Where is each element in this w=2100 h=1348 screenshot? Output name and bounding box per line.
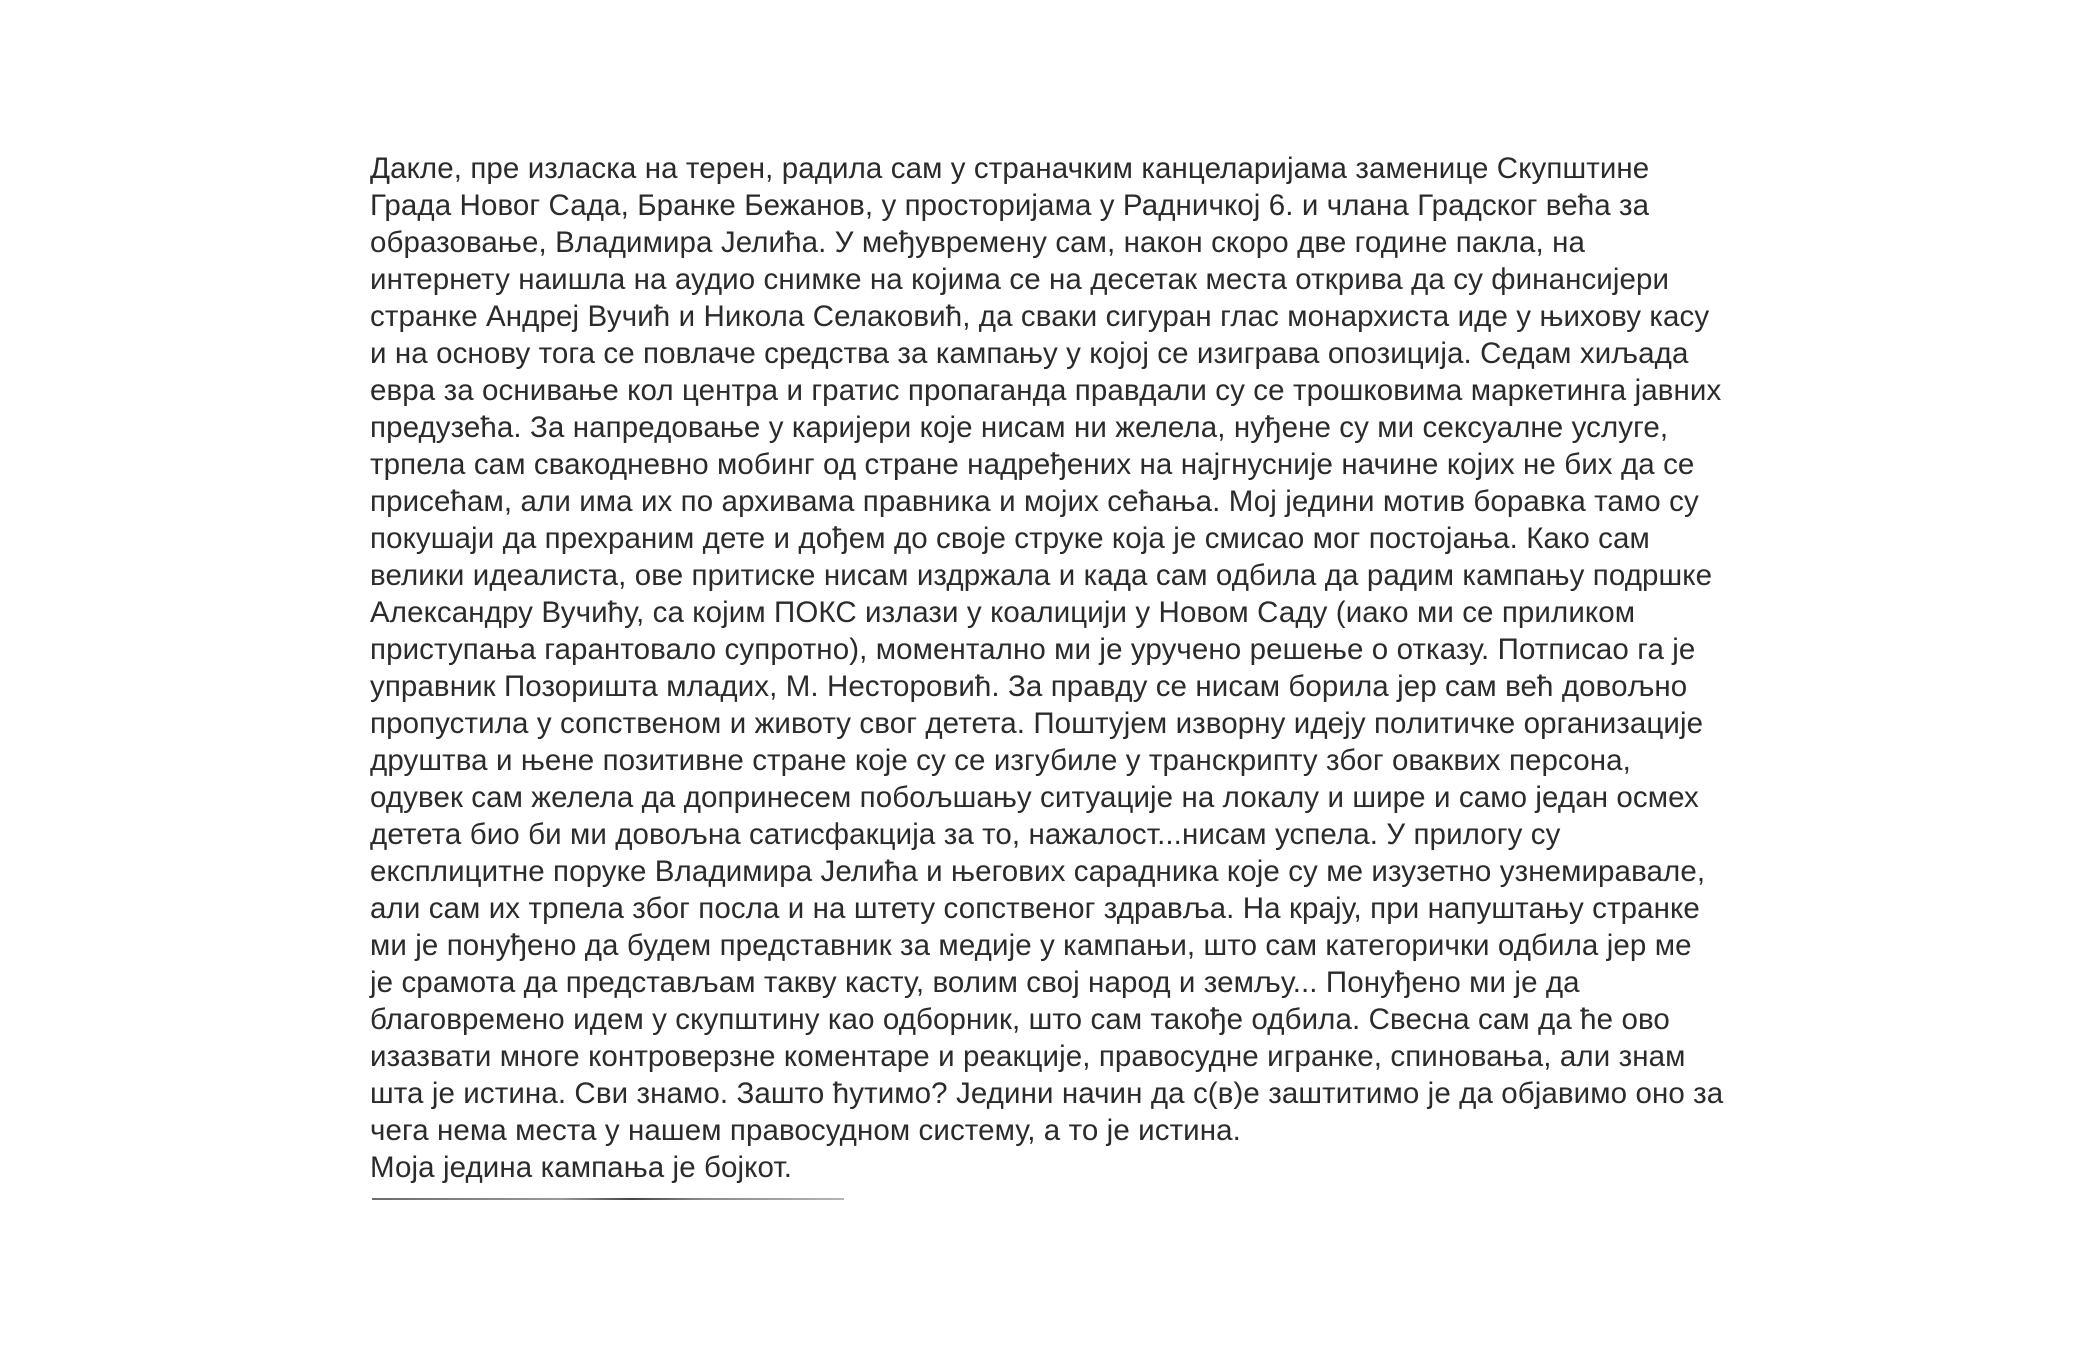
post-line: евра за оснивање кол центра и гратис пропаганда правдали су се трошковима маркетинга јавних xyxy=(370,374,1722,407)
post-line: интернету наишла на аудио снимке на којима се на десетак места открива да су финансијери xyxy=(370,263,1670,296)
post-line: Града Новог Сада, Бранке Бежанов, у просторијама у Радничкој 6. и члана Градског већа за xyxy=(370,189,1650,222)
post-line: шта је истина. Сви знамо. Зашто ћутимо? Једини начин да с(в)е заштитимо је да објавимо оно за xyxy=(370,1077,1724,1110)
post-line: велики идеалиста, ове притиске нисам издржала и када сам одбила да радим кампању подршке xyxy=(370,559,1713,592)
post-line: странке Андреј Вучић и Никола Селаковић, да сваки сигуран глас монархиста иде у њихову касу xyxy=(370,300,1710,333)
post-line: Дакле, пре изласка на терен, радила сам у страначким канцеларијама заменице Скупштине xyxy=(370,152,1650,185)
post-line: приступања гарантовало супротно), моментално ми је уручено решење о отказу. Потписао га је xyxy=(370,633,1696,666)
post-body xyxy=(370,150,1750,1186)
post-line: чега нема места у нашем правосудном систему, а то је истина. xyxy=(370,1114,1241,1147)
post-line: благовремено идем у скупштину као одборник, што сам такође одбила. Свесна сам да ће ово xyxy=(370,1003,1670,1036)
post-line: образовање, Владимира Јелића. У међувремену сам, након скоро две године пакла, на xyxy=(370,226,1586,259)
post-line: детета био би ми довољна сатисфакција за то, нажалост...нисам успела. У прилогу су xyxy=(370,818,1561,851)
post-line: покушаји да прехраним дете и дођем до своје струке која је смисао мог постојања. Како сам xyxy=(370,522,1650,555)
post-line: предузећа. За напредовање у каријери које нисам ни желела, нуђене су ми сексуалне услуге, xyxy=(370,411,1669,444)
post-line: је срамота да представљам такву касту, волим свој народ и земљу... Понуђено ми је да xyxy=(370,966,1580,999)
cropped-divider xyxy=(372,1198,844,1200)
post-line: и на основу тога се повлаче средства за кампању у којој се изиграва опозиција. Седам хиљада xyxy=(370,337,1689,370)
post-closing-line: Моја једина кампања је бојкот. xyxy=(370,1151,793,1184)
post-line: пропустила у сопственом и животу свог детета. Поштујем изворну идеју политичке организације xyxy=(370,707,1704,740)
post-line: али сам их трпела због посла и на штету сопственог здравља. На крају, при напуштању странке xyxy=(370,892,1700,925)
post-line: одувек сам желела да допринесем побољшању ситуације на локалу и шире и само један осмех xyxy=(370,781,1699,814)
post-line: друштва и њене позитивне стране које су се изгубиле у транскрипту због оваквих персона, xyxy=(370,744,1631,777)
post-line: присећам, али има их по архивама правника и мојих сећања. Мој једини мотив боравка тамо су xyxy=(370,485,1699,518)
post-line: изазвати многе контроверзне коментаре и реакције, правосудне игранке, спиновања, али знам xyxy=(370,1040,1686,1073)
post-line: експлицитне поруке Владимира Јелића и његових сарадника које су ме изузетно узнемиравале, xyxy=(370,855,1706,888)
post-line: управник Позоришта младих, М. Несторовић. За правду се нисам борила јер сам већ довољно xyxy=(370,670,1688,703)
post-line: трпела сам свакодневно мобинг од стране надређених на најгнусније начине којих не бих да се xyxy=(370,448,1695,481)
post-line: Александру Вучићу, са којим ПОКС излази у коалицији у Новом Саду (иако ми се приликом xyxy=(370,596,1636,629)
post-line: ми је понуђено да будем представник за медије у кампањи, што сам категорички одбила јер ме xyxy=(370,929,1692,962)
